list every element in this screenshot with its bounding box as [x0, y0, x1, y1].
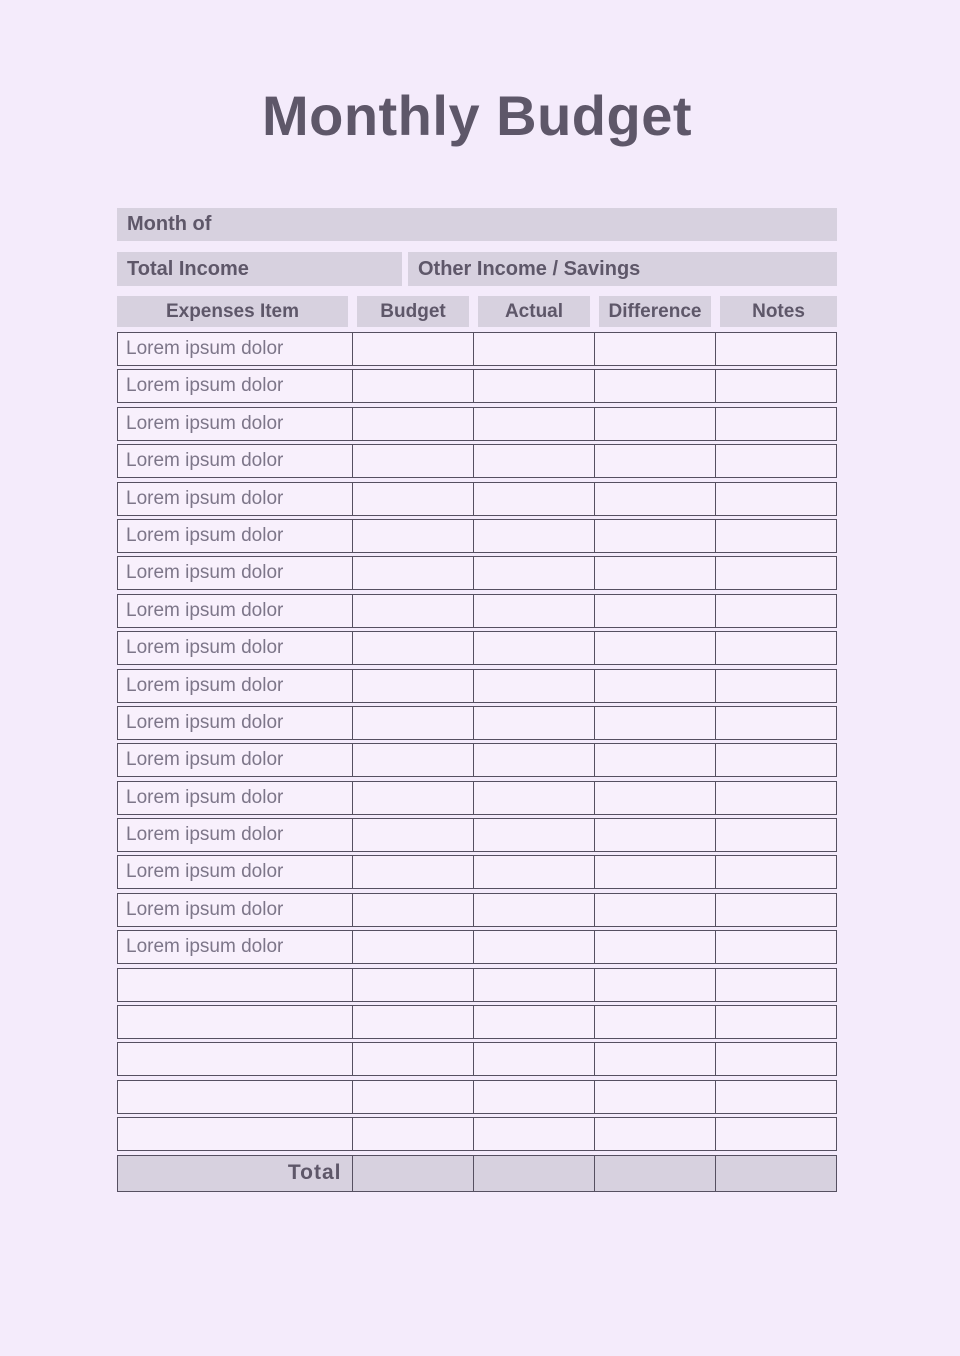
actual-cell[interactable] — [474, 1118, 595, 1150]
expense-item-cell[interactable]: Lorem ipsum dolor — [118, 333, 353, 365]
expense-item-cell[interactable]: Lorem ipsum dolor — [118, 856, 353, 888]
budget-cell[interactable] — [353, 1006, 474, 1038]
table-row — [117, 332, 837, 366]
table-row — [117, 369, 837, 403]
expense-item-cell[interactable]: Lorem ipsum dolor — [118, 445, 353, 477]
actual-cell[interactable] — [474, 744, 595, 776]
budget-cell[interactable] — [353, 894, 474, 926]
budget-cell[interactable] — [353, 969, 474, 1001]
actual-cell[interactable] — [474, 333, 595, 365]
difference-cell[interactable] — [595, 707, 716, 739]
actual-cell[interactable] — [474, 670, 595, 702]
difference-cell[interactable] — [595, 1081, 716, 1113]
budget-cell[interactable] — [353, 445, 474, 477]
table-row — [117, 669, 837, 703]
notes-cell[interactable] — [716, 819, 837, 851]
expense-item-cell[interactable]: Lorem ipsum dolor — [118, 707, 353, 739]
difference-cell[interactable] — [595, 557, 716, 589]
notes-cell[interactable] — [716, 408, 837, 440]
notes-cell[interactable] — [716, 557, 837, 589]
table-row — [117, 743, 837, 777]
budget-cell[interactable] — [353, 333, 474, 365]
budget-cell[interactable] — [353, 632, 474, 664]
expenses-table-body — [117, 332, 837, 1151]
difference-cell[interactable] — [595, 931, 716, 963]
expense-item-cell[interactable]: Lorem ipsum dolor — [118, 819, 353, 851]
actual-cell[interactable] — [474, 782, 595, 814]
actual-cell[interactable] — [474, 408, 595, 440]
total-label: Total — [118, 1156, 353, 1191]
budget-cell[interactable] — [353, 1118, 474, 1150]
actual-cell[interactable] — [474, 595, 595, 627]
notes-cell[interactable] — [716, 333, 837, 365]
actual-cell[interactable] — [474, 483, 595, 515]
difference-cell[interactable] — [595, 408, 716, 440]
notes-cell[interactable] — [716, 931, 837, 963]
table-row — [117, 407, 837, 441]
actual-cell[interactable] — [474, 856, 595, 888]
total-income-field[interactable] — [117, 252, 402, 286]
expense-item-cell[interactable] — [118, 1043, 353, 1075]
actual-cell[interactable] — [474, 1043, 595, 1075]
actual-cell[interactable] — [474, 707, 595, 739]
budget-cell[interactable] — [353, 557, 474, 589]
total-row — [117, 1155, 837, 1192]
difference-cell[interactable] — [595, 782, 716, 814]
difference-cell[interactable] — [595, 1006, 716, 1038]
budget-cell[interactable] — [353, 744, 474, 776]
actual-cell[interactable] — [474, 969, 595, 1001]
expense-item-cell[interactable]: Lorem ipsum dolor — [118, 408, 353, 440]
actual-cell[interactable] — [474, 931, 595, 963]
expense-item-cell[interactable] — [118, 1081, 353, 1113]
page-title: Monthly Budget — [261, 84, 693, 147]
difference-cell[interactable] — [595, 819, 716, 851]
expense-item-cell[interactable] — [118, 1118, 353, 1150]
table-row — [117, 1042, 837, 1076]
header-expenses-item: Expenses Item — [117, 296, 348, 327]
expense-item-cell[interactable]: Lorem ipsum dolor — [118, 595, 353, 627]
other-income-savings-label: Other Income / Savings — [418, 257, 641, 280]
total-notes-cell[interactable] — [716, 1156, 837, 1191]
table-header-row — [117, 296, 837, 327]
actual-cell[interactable] — [474, 632, 595, 664]
notes-cell[interactable] — [716, 894, 837, 926]
table-row — [117, 482, 837, 516]
difference-cell[interactable] — [595, 483, 716, 515]
difference-cell[interactable] — [595, 595, 716, 627]
actual-cell[interactable] — [474, 894, 595, 926]
total-budget-cell[interactable] — [353, 1156, 474, 1191]
header-difference: Difference — [599, 296, 711, 327]
notes-cell[interactable] — [716, 744, 837, 776]
total-difference-cell[interactable] — [595, 1156, 716, 1191]
expense-item-cell[interactable]: Lorem ipsum dolor — [118, 370, 353, 402]
notes-cell[interactable] — [716, 707, 837, 739]
difference-cell[interactable] — [595, 894, 716, 926]
total-actual-cell[interactable] — [474, 1156, 595, 1191]
difference-cell[interactable] — [595, 370, 716, 402]
table-row — [117, 1080, 837, 1114]
notes-cell[interactable] — [716, 782, 837, 814]
actual-cell[interactable] — [474, 520, 595, 552]
notes-cell[interactable] — [716, 370, 837, 402]
table-row — [117, 930, 837, 964]
table-row — [117, 556, 837, 590]
difference-cell[interactable] — [595, 969, 716, 1001]
expense-item-cell[interactable]: Lorem ipsum dolor — [118, 483, 353, 515]
notes-cell[interactable] — [716, 520, 837, 552]
month-of-field[interactable] — [117, 208, 837, 241]
actual-cell[interactable] — [474, 445, 595, 477]
budget-cell[interactable] — [353, 408, 474, 440]
expense-item-cell[interactable]: Lorem ipsum dolor — [118, 520, 353, 552]
expense-item-cell[interactable] — [118, 1006, 353, 1038]
difference-cell[interactable] — [595, 1043, 716, 1075]
expense-item-cell[interactable]: Lorem ipsum dolor — [118, 744, 353, 776]
difference-cell[interactable] — [595, 632, 716, 664]
notes-cell[interactable] — [716, 1081, 837, 1113]
budget-cell[interactable] — [353, 819, 474, 851]
income-row — [117, 252, 837, 286]
notes-cell[interactable] — [716, 1006, 837, 1038]
notes-cell[interactable] — [716, 856, 837, 888]
table-row — [117, 594, 837, 628]
notes-cell[interactable] — [716, 445, 837, 477]
header-notes: Notes — [720, 296, 837, 327]
table-row — [117, 1005, 837, 1039]
actual-cell[interactable] — [474, 1006, 595, 1038]
actual-cell[interactable] — [474, 557, 595, 589]
table-row — [117, 519, 837, 553]
table-row — [117, 893, 837, 927]
notes-cell[interactable] — [716, 632, 837, 664]
budget-cell[interactable] — [353, 931, 474, 963]
expense-item-cell[interactable]: Lorem ipsum dolor — [118, 670, 353, 702]
difference-cell[interactable] — [595, 333, 716, 365]
notes-cell[interactable] — [716, 1118, 837, 1150]
budget-cell[interactable] — [353, 1081, 474, 1113]
expense-item-cell[interactable]: Lorem ipsum dolor — [118, 782, 353, 814]
table-row — [117, 781, 837, 815]
expense-item-cell[interactable]: Lorem ipsum dolor — [118, 931, 353, 963]
actual-cell[interactable] — [474, 370, 595, 402]
header-budget: Budget — [357, 296, 469, 327]
budget-cell[interactable] — [353, 782, 474, 814]
difference-cell[interactable] — [595, 1118, 716, 1150]
expense-item-cell[interactable]: Lorem ipsum dolor — [118, 632, 353, 664]
difference-cell[interactable] — [595, 856, 716, 888]
budget-cell[interactable] — [353, 670, 474, 702]
difference-cell[interactable] — [595, 445, 716, 477]
notes-cell[interactable] — [716, 595, 837, 627]
header-actual: Actual — [478, 296, 590, 327]
budget-cell[interactable] — [353, 1043, 474, 1075]
content-area — [117, 0, 837, 1192]
table-row — [117, 855, 837, 889]
other-income-savings-field[interactable] — [408, 252, 837, 286]
table-row — [117, 706, 837, 740]
total-income-label: Total Income — [127, 257, 249, 280]
table-row — [117, 631, 837, 665]
notes-cell[interactable] — [716, 483, 837, 515]
expense-item-cell[interactable]: Lorem ipsum dolor — [118, 557, 353, 589]
actual-cell[interactable] — [474, 819, 595, 851]
budget-cell[interactable] — [353, 483, 474, 515]
table-row — [117, 968, 837, 1002]
table-row — [117, 818, 837, 852]
notes-cell[interactable] — [716, 969, 837, 1001]
budget-cell[interactable] — [353, 595, 474, 627]
budget-cell[interactable] — [353, 370, 474, 402]
month-of-label: Month of — [127, 213, 212, 235]
budget-cell[interactable] — [353, 856, 474, 888]
budget-cell[interactable] — [353, 520, 474, 552]
difference-cell[interactable] — [595, 670, 716, 702]
notes-cell[interactable] — [716, 1043, 837, 1075]
notes-cell[interactable] — [716, 670, 837, 702]
actual-cell[interactable] — [474, 1081, 595, 1113]
difference-cell[interactable] — [595, 744, 716, 776]
table-row — [117, 1117, 837, 1151]
table-row — [117, 444, 837, 478]
expense-item-cell[interactable]: Lorem ipsum dolor — [118, 894, 353, 926]
difference-cell[interactable] — [595, 520, 716, 552]
expense-item-cell[interactable] — [118, 969, 353, 1001]
budget-cell[interactable] — [353, 707, 474, 739]
